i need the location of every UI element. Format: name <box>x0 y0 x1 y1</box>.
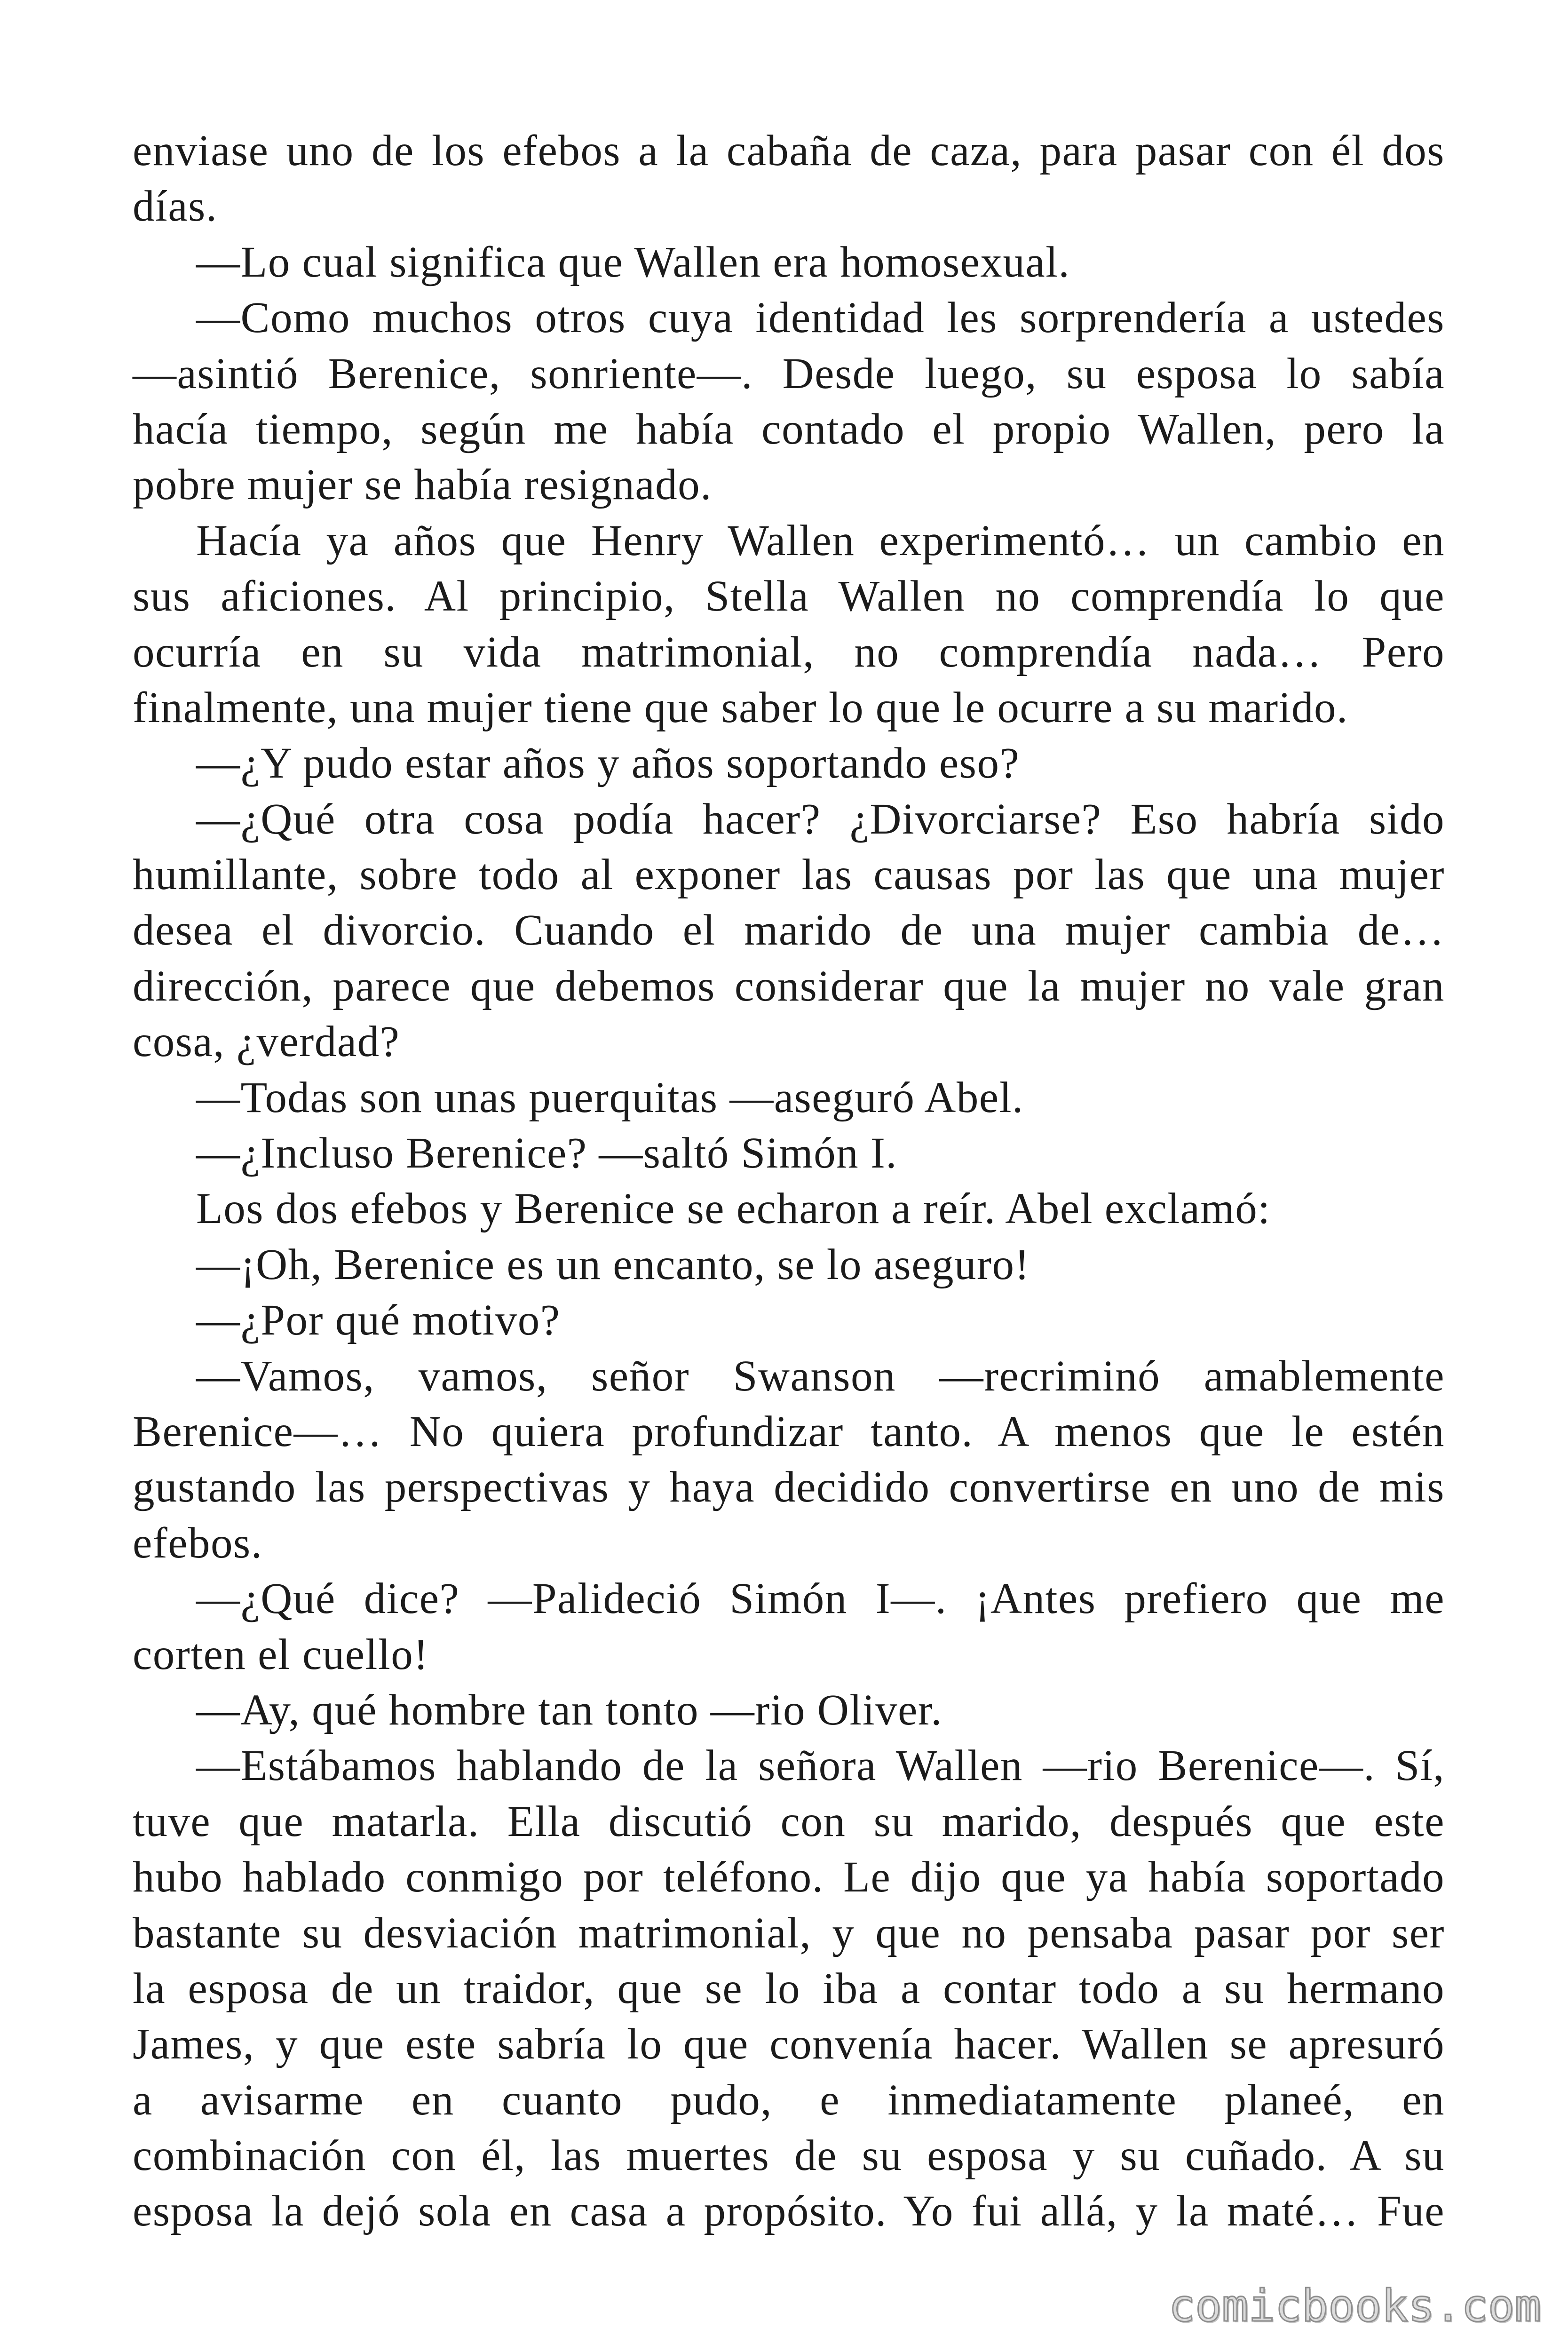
text-line: días. <box>133 182 218 231</box>
text-line: —Estábamos hablando de la señora Wallen —rio Berenice—. Sí, <box>196 1741 1445 1790</box>
paragraph <box>133 1181 1445 1237</box>
text-line: —¿Qué dice? —Palideció Simón I—. ¡Antes prefiero que me <box>196 1574 1445 1623</box>
text-line: —¿Qué otra cosa podía hacer? ¿Divorciarse? Eso habría sido <box>196 795 1445 843</box>
paragraph <box>133 1349 1445 1572</box>
text-line: dirección, parece que debemos considerar que la mujer no vale gran <box>133 961 1445 1010</box>
text-line: —¿Incluso Berenice? —saltó Simón I. <box>196 1129 898 1178</box>
paragraph <box>133 736 1445 791</box>
text-line: Los dos efebos y Berenice se echaron a reír. Abel exclamó: <box>196 1184 1271 1233</box>
text-line: esposa la dejó sola en casa a propósito. Yo fui allá, y la maté… Fue <box>133 2187 1445 2236</box>
paragraph <box>133 1126 1445 1181</box>
text-line: cosa, ¿verdad? <box>133 1017 400 1066</box>
text-line: sus aficiones. Al principio, Stella Wallen no comprendía lo que <box>133 572 1445 621</box>
text-line: —¿Y pudo estar años y años soportando eso? <box>196 739 1020 788</box>
paragraph <box>133 290 1445 513</box>
text-line: hubo hablado conmigo por teléfono. Le dijo que ya había soportado <box>133 1853 1445 1902</box>
text-line: Hacía ya años que Henry Wallen experimentó… un cambio en <box>196 516 1445 565</box>
body-text <box>133 123 1445 2240</box>
text-line: efebos. <box>133 1518 263 1567</box>
paragraph <box>133 513 1445 736</box>
text-line: pobre mujer se había resignado. <box>133 461 712 509</box>
text-line: desea el divorcio. Cuando el marido de una mujer cambia de… <box>133 906 1445 955</box>
paragraph <box>133 792 1445 1070</box>
text-line: corten el cuello! <box>133 1630 429 1679</box>
paragraph <box>133 1237 1445 1293</box>
text-line: —Todas son unas puerquitas —aseguró Abel. <box>196 1073 1024 1122</box>
text-line: a avisarme en cuanto pudo, e inmediatamente planeé, en <box>133 2075 1445 2124</box>
text-line: gustando las perspectivas y haya decidido convertirse en uno de mis <box>133 1463 1445 1512</box>
text-line: la esposa de un traidor, que se lo iba a contar todo a su hermano <box>133 1964 1445 2013</box>
text-line: Berenice—… No quiera profundizar tanto. A menos que le estén <box>133 1407 1445 1456</box>
paragraph <box>133 1738 1445 2240</box>
paragraph <box>133 1070 1445 1126</box>
text-line: —Lo cual significa que Wallen era homosexual. <box>196 238 1070 286</box>
text-line: hacía tiempo, según me había contado el propio Wallen, pero la <box>133 405 1445 453</box>
watermark: comicbooks.com <box>1168 2280 1541 2332</box>
text-line: bastante su desviación matrimonial, y que no pensaba pasar por ser <box>133 1908 1445 1957</box>
text-line: enviase uno de los efebos a la cabaña de caza, para pasar con él dos <box>133 127 1445 175</box>
text-line: tuve que matarla. Ella discutió con su marido, después que este <box>133 1797 1445 1846</box>
text-line: finalmente, una mujer tiene que saber lo que le ocurre a su marido. <box>133 683 1348 732</box>
text-line: —¡Oh, Berenice es un encanto, se lo aseguro! <box>196 1240 1030 1289</box>
paragraph <box>133 123 1445 235</box>
paragraph <box>133 1571 1445 1683</box>
text-line: ocurría en su vida matrimonial, no comprendía nada… Pero <box>133 628 1445 676</box>
paragraph <box>133 235 1445 290</box>
text-line: humillante, sobre todo al exponer las causas por las que una mujer <box>133 850 1445 899</box>
text-line: —Vamos, vamos, señor Swanson —recriminó amablemente <box>196 1351 1445 1400</box>
text-line: combinación con él, las muertes de su esposa y su cuñado. A su <box>133 2131 1445 2180</box>
text-line: —asintió Berenice, sonriente—. Desde luego, su esposa lo sabía <box>133 349 1445 398</box>
text-line: James, y que este sabría lo que convenía hacer. Wallen se apresuró <box>133 2020 1445 2069</box>
text-line: —¿Por qué motivo? <box>196 1296 561 1345</box>
paragraph <box>133 1683 1445 1738</box>
text-line: —Como muchos otros cuya identidad les sorprendería a ustedes <box>196 294 1445 342</box>
text-line: —Ay, qué hombre tan tonto —rio Oliver. <box>196 1685 943 1734</box>
paragraph <box>133 1293 1445 1348</box>
